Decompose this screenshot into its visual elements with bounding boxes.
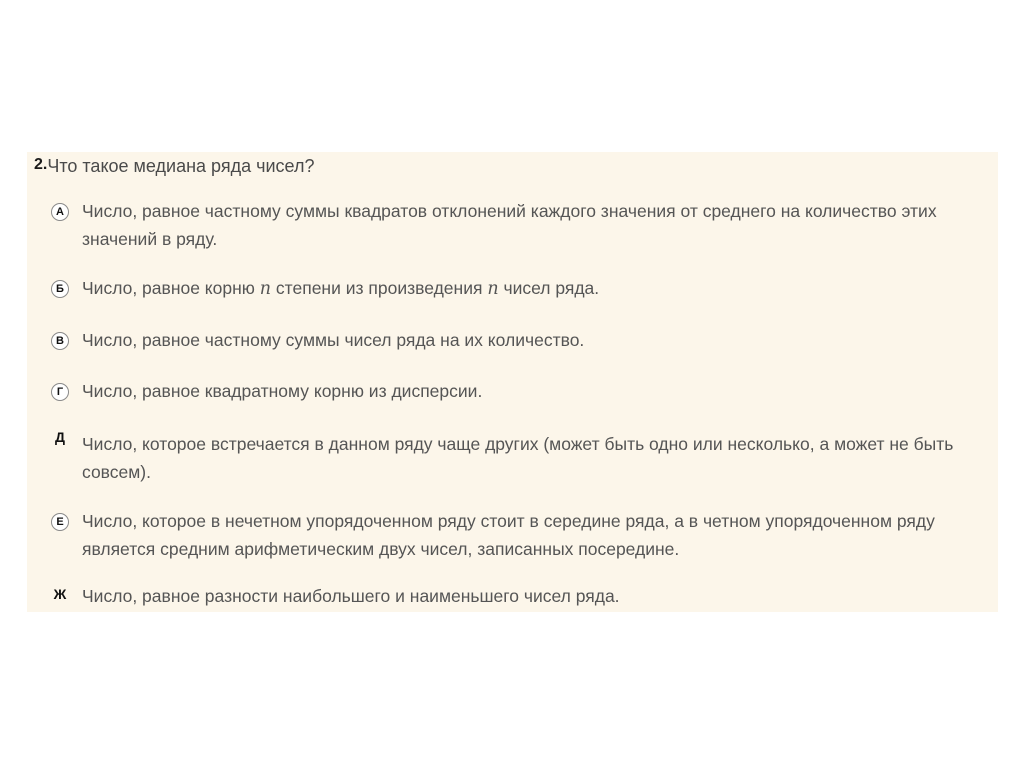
option-text: Число, которое встречается в данном ряду чаще других (может быть одно или несколько, а может не быть совсем). xyxy=(82,434,954,482)
option-letter-badge: Г xyxy=(51,383,69,401)
option-letter-badge: А xyxy=(51,203,69,221)
question-title xyxy=(34,156,315,177)
option-text: Число, равное разности наибольшего и наименьшего чисел ряда. xyxy=(82,586,620,606)
option-text: Число, которое в нечетном упорядоченном ряду стоит в середине ряда, а в четном упорядоченном ряду является средним арифметическим двух чисел, записанных посередине. xyxy=(82,511,935,559)
option-letter-badge: Ж xyxy=(53,586,67,602)
math-variable-n: n xyxy=(487,279,499,299)
option-letter-badge: Б xyxy=(51,280,69,298)
option-text-part: чисел ряда. xyxy=(498,278,600,298)
option-text xyxy=(82,274,994,303)
math-variable-n: n xyxy=(259,279,272,299)
option-letter-badge: Д xyxy=(55,429,65,445)
option-text: Число, равное квадратному корню из дисперсии. xyxy=(82,381,483,401)
option-text: Число, равное частному суммы чисел ряда на их количество. xyxy=(82,330,585,350)
question-panel xyxy=(27,152,998,612)
option-letter-badge: В xyxy=(51,332,69,350)
option-text: Число, равное частному суммы квадратов отклонений каждого значения от среднего на количество этих значений в ряду. xyxy=(82,201,937,249)
option-text-part: степени из произведения xyxy=(271,278,488,298)
question-text: Что такое медиана ряда чисел? xyxy=(47,156,315,176)
option-text-part: Число, равное корню xyxy=(82,278,260,298)
option-letter-badge: Е xyxy=(51,513,69,531)
question-number: 2. xyxy=(34,156,48,173)
